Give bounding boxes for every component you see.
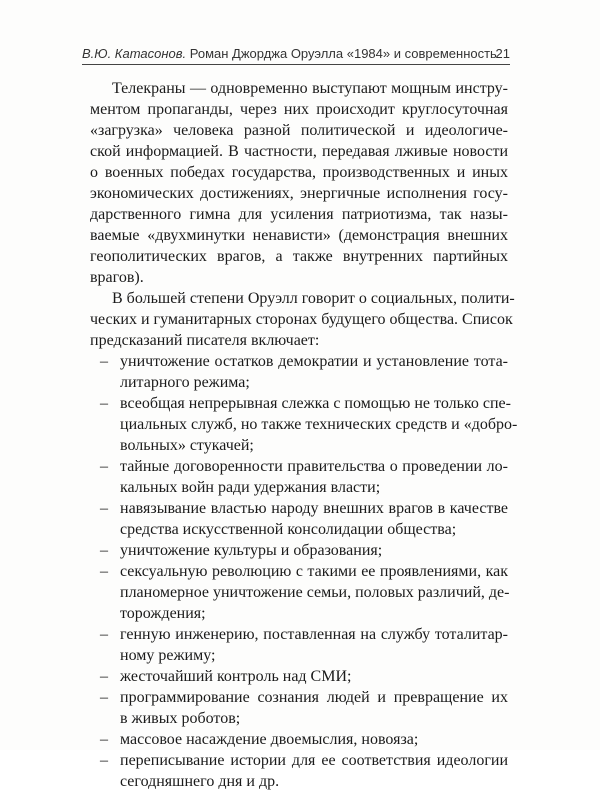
text-line: циальных служб, но также технических средств и «добро-: [120, 416, 518, 433]
text-line: геополитических врагов, а также внутренних партийных: [90, 248, 508, 265]
text-line: навязывание властью народу внешних врагов в качестве: [120, 500, 508, 517]
text-line: ваемые «двухминутки ненависти» (демонстрация внешних: [90, 227, 508, 244]
text-line: средства искусственной консолидации общества;: [120, 521, 457, 538]
header-rule: [82, 64, 510, 65]
text-line: сегодняшнего дня и др.: [120, 773, 280, 790]
text-line: ному режиму;: [120, 647, 216, 664]
text-line: вольных» стукачей;: [120, 437, 254, 454]
text-line: Телекраны — одновременно выступают мощным инстру-: [112, 80, 508, 97]
list-item: [90, 561, 508, 624]
text-line: в живых роботов;: [120, 710, 241, 727]
text-line: планомерное уничтожение семьи, половых различий, де-: [120, 584, 510, 601]
text-line: уничтожение остатков демократии и установление тота-: [120, 353, 508, 370]
list-item: [90, 393, 518, 456]
list-item: [90, 540, 508, 561]
text-line: торождения;: [120, 605, 206, 622]
text-line: программирование сознания людей и превращение их: [120, 689, 508, 706]
paragraph-telescreens: [90, 78, 508, 288]
text-line: экономических достижениях, энергичные исполнения госу-: [90, 185, 508, 202]
text-line: кальных войн ради удержания власти;: [120, 479, 381, 496]
list-item: [90, 687, 508, 729]
page-body: [90, 78, 518, 792]
text-line: «загрузка» человека разной политической и идеологиче-: [90, 122, 508, 139]
list-bullet: –: [100, 458, 108, 475]
list-bullet: –: [100, 353, 108, 370]
text-line: уничтожение культуры и образования;: [120, 542, 383, 559]
paragraph-predictions-intro: [90, 288, 515, 351]
text-line: переписывание истории для ее соответствия идеологии: [120, 752, 508, 769]
list-bullet: –: [100, 731, 108, 748]
text-line: литарного режима;: [120, 374, 250, 391]
list-item: [90, 498, 508, 540]
text-line: ческих и гуманитарных сторонах будущего общества. Список: [90, 311, 513, 328]
list-bullet: –: [100, 668, 108, 685]
text-line: сексуальную революцию с такими ее проявлениями, как: [120, 563, 508, 580]
list-item: [90, 729, 508, 750]
page-number: 21: [495, 46, 510, 61]
list-item: [90, 750, 508, 792]
list-item: [90, 351, 508, 393]
text-line: В большей степени Оруэлл говорит о социальных, полити-: [112, 290, 515, 307]
list-bullet: –: [100, 395, 108, 412]
list-bullet: –: [100, 689, 108, 706]
list-bullet: –: [100, 752, 108, 769]
list-item: [90, 666, 508, 687]
running-header: [82, 46, 510, 61]
text-line: генную инженерию, поставленная на службу тоталитар-: [120, 626, 508, 643]
header-author: В.Ю. Катасонов.: [82, 46, 187, 61]
list-bullet: –: [100, 542, 108, 559]
text-line: ментом пропаганды, через них происходит круглосуточная: [90, 101, 508, 118]
text-line: массовое насаждение двоемыслия, новояза;: [120, 731, 419, 748]
text-line: тайные договоренности правительства о проведении ло-: [120, 458, 508, 475]
text-line: о военных победах государства, производственных и иных: [90, 164, 508, 181]
list-item: [90, 624, 508, 666]
text-line: всеобщая непрерывная слежка с помощью не только спе-: [120, 395, 511, 412]
list-bullet: –: [100, 563, 108, 580]
list-bullet: –: [100, 626, 108, 643]
list-bullet: –: [100, 500, 108, 517]
text-line: врагов).: [90, 269, 144, 286]
list-item: [90, 456, 508, 498]
header-title: Роман Джорджа Оруэлла «1984» и современность: [189, 46, 497, 61]
text-line: предсказаний писателя включает:: [90, 332, 320, 349]
text-line: жесточайший контроль над СМИ;: [120, 668, 352, 685]
text-line: ской информацией. В частности, передавая лживые новости: [90, 143, 508, 160]
text-line: дарственного гимна для усиления патриотизма, так назы-: [90, 206, 508, 223]
predictions-list: [90, 351, 518, 792]
